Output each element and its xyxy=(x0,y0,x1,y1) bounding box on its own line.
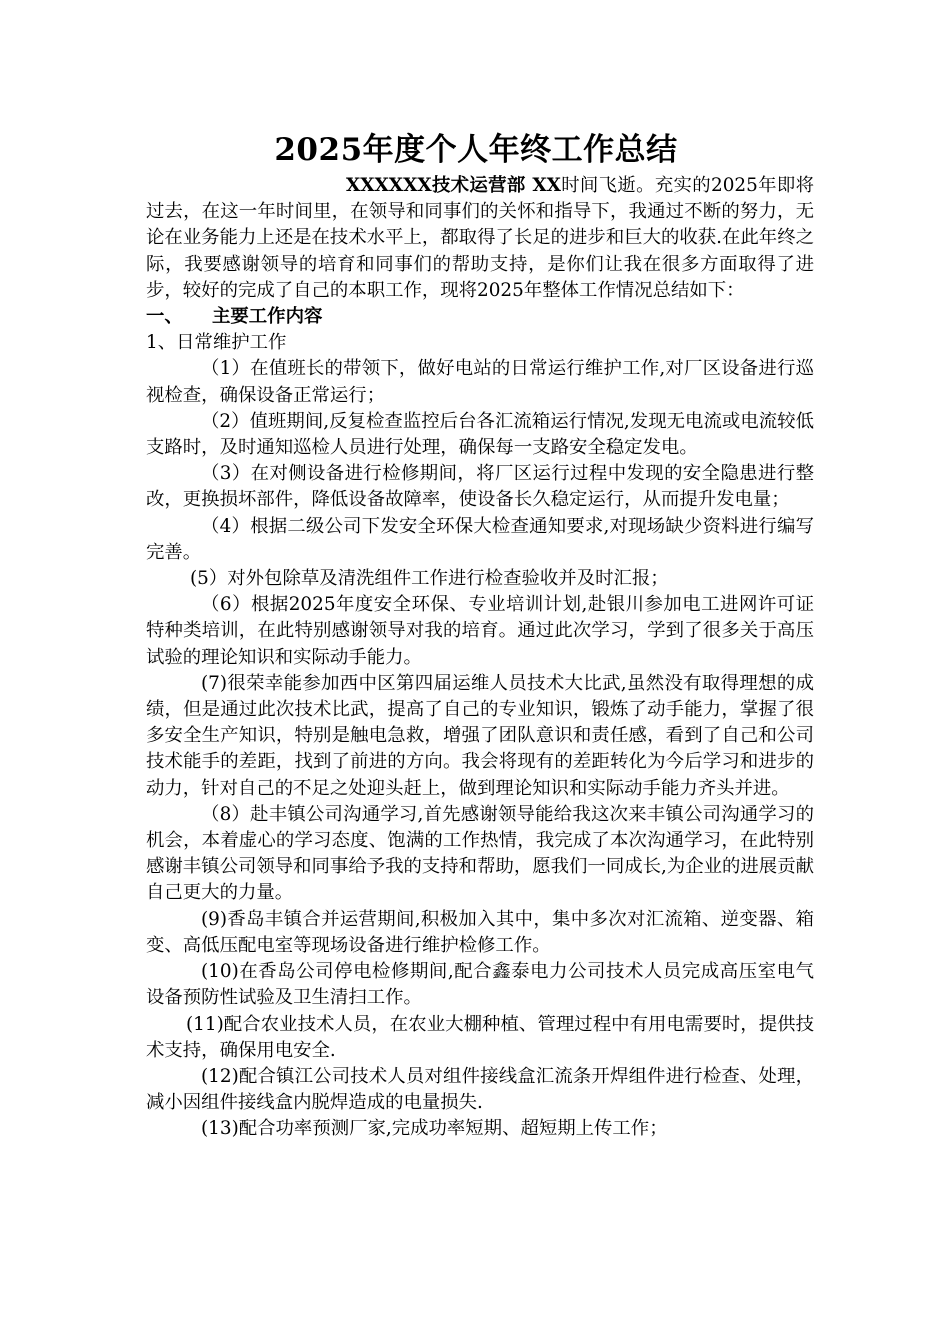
list-item: (7)很荣幸能参加西中区第四届运维人员技术大比武,虽然没有取得理想的成绩，但是通过此次技术比武，提高了自己的专业知识，锻炼了动手能力，掌握了很多安全生产知识，特别是触电急救，增强了团队意识和责任感，看到了自己和公司技术能手的差距，找到了前进的方向。我会将现有的差距转化为今后学习和进步的动力，针对自己的不足之处迎头赶上，做到理论知识和实际动手能力齐头并进。 xyxy=(146,672,814,799)
list-item: （8）赴丰镇公司沟通学习,首先感谢领导能给我这次来丰镇公司沟通学习的机会，本着虚心的学习态度、饱满的工作热情，我完成了本次沟通学习，在此特别感谢丰镇公司领导和同事给予我的支持和帮助，愿我们一同成长,为企业的进展贡献自己更大的力量。 xyxy=(146,803,814,904)
list-item: （4）根据二级公司下发安全环保大检查通知要求,对现场缺少资料进行编写完善。 xyxy=(146,515,814,563)
list-item: (11)配合农业技术人员，在农业大棚种植、管理过程中有用电需要时，提供技术支持，确保用电安全. xyxy=(146,1013,814,1061)
list-item: (9)香岛丰镇合并运营期间,积极加入其中，集中多次对汇流箱、逆变器、箱变、高低压配电室等现场设备进行维护检修工作。 xyxy=(146,908,814,956)
list-item: （6）根据2025年度安全环保、专业培训计划,赴银川参加电工进网许可证特种类培训，在此特别感谢领导对我的培育。通过此次学习，学到了很多关于高压试验的理论知识和实际动手能力。 xyxy=(146,594,814,668)
section-title: 主要工作内容 xyxy=(212,306,323,328)
author-line: XXXXXX技术运营部 XX xyxy=(346,175,561,196)
document-body xyxy=(146,173,814,1143)
subsection-heading: 1、日常维护工作 xyxy=(146,332,287,354)
list-item: (5）对外包除草及清洗组件工作进行检查验收并及时汇报； xyxy=(190,568,669,590)
list-item: （2）值班期间,反复检查监控后台各汇流箱运行情况,发现无电流或电流较低支路时，及时通知巡检人员进行处理，确保每一支路安全稳定发电。 xyxy=(146,410,814,459)
list-item: （1）在值班长的带领下，做好电站的日常运行维护工作,对厂区设备进行巡视检查，确保设备正常运行； xyxy=(146,358,814,406)
section-number: 一、 xyxy=(146,306,183,328)
document-title: 2025年度个人年终工作总结 xyxy=(274,132,678,168)
intro-paragraph xyxy=(146,173,814,304)
list-item: (10)在香岛公司停电检修期间,配合鑫泰电力公司技术人员完成高压室电气设备预防性试验及卫生清扫工作。 xyxy=(146,961,814,1009)
list-item: (13)配合功率预测厂家,完成功率短期、超短期上传工作； xyxy=(201,1118,668,1140)
section-heading xyxy=(146,304,814,330)
list-item: （3）在对侧设备进行检修期间，将厂区运行过程中发现的安全隐患进行整改，更换损坏部件，降低设备故障率，使设备长久稳定运行，从而提升发电量； xyxy=(146,463,814,511)
list-item: (12)配合镇江公司技术人员对组件接线盒汇流条开焊组件进行检查、处理，减小因组件接线盒内脱焊造成的电量损失. xyxy=(146,1065,814,1114)
intro-text: 时间飞逝。充实的2025年即将过去，在这一年时间里，在领导和同事们的关怀和指导下，我通过不断的努力，无论在业务能力上还是在技术水平上，都取得了长足的进步和巨大的收获.在此年终之际，我要感谢领导的培育和同事们的帮助支持，是你们让我在很多方面取得了进步，较好的完成了自己的本职工作，现将2025年整体工作情况总结如下： xyxy=(146,175,814,301)
